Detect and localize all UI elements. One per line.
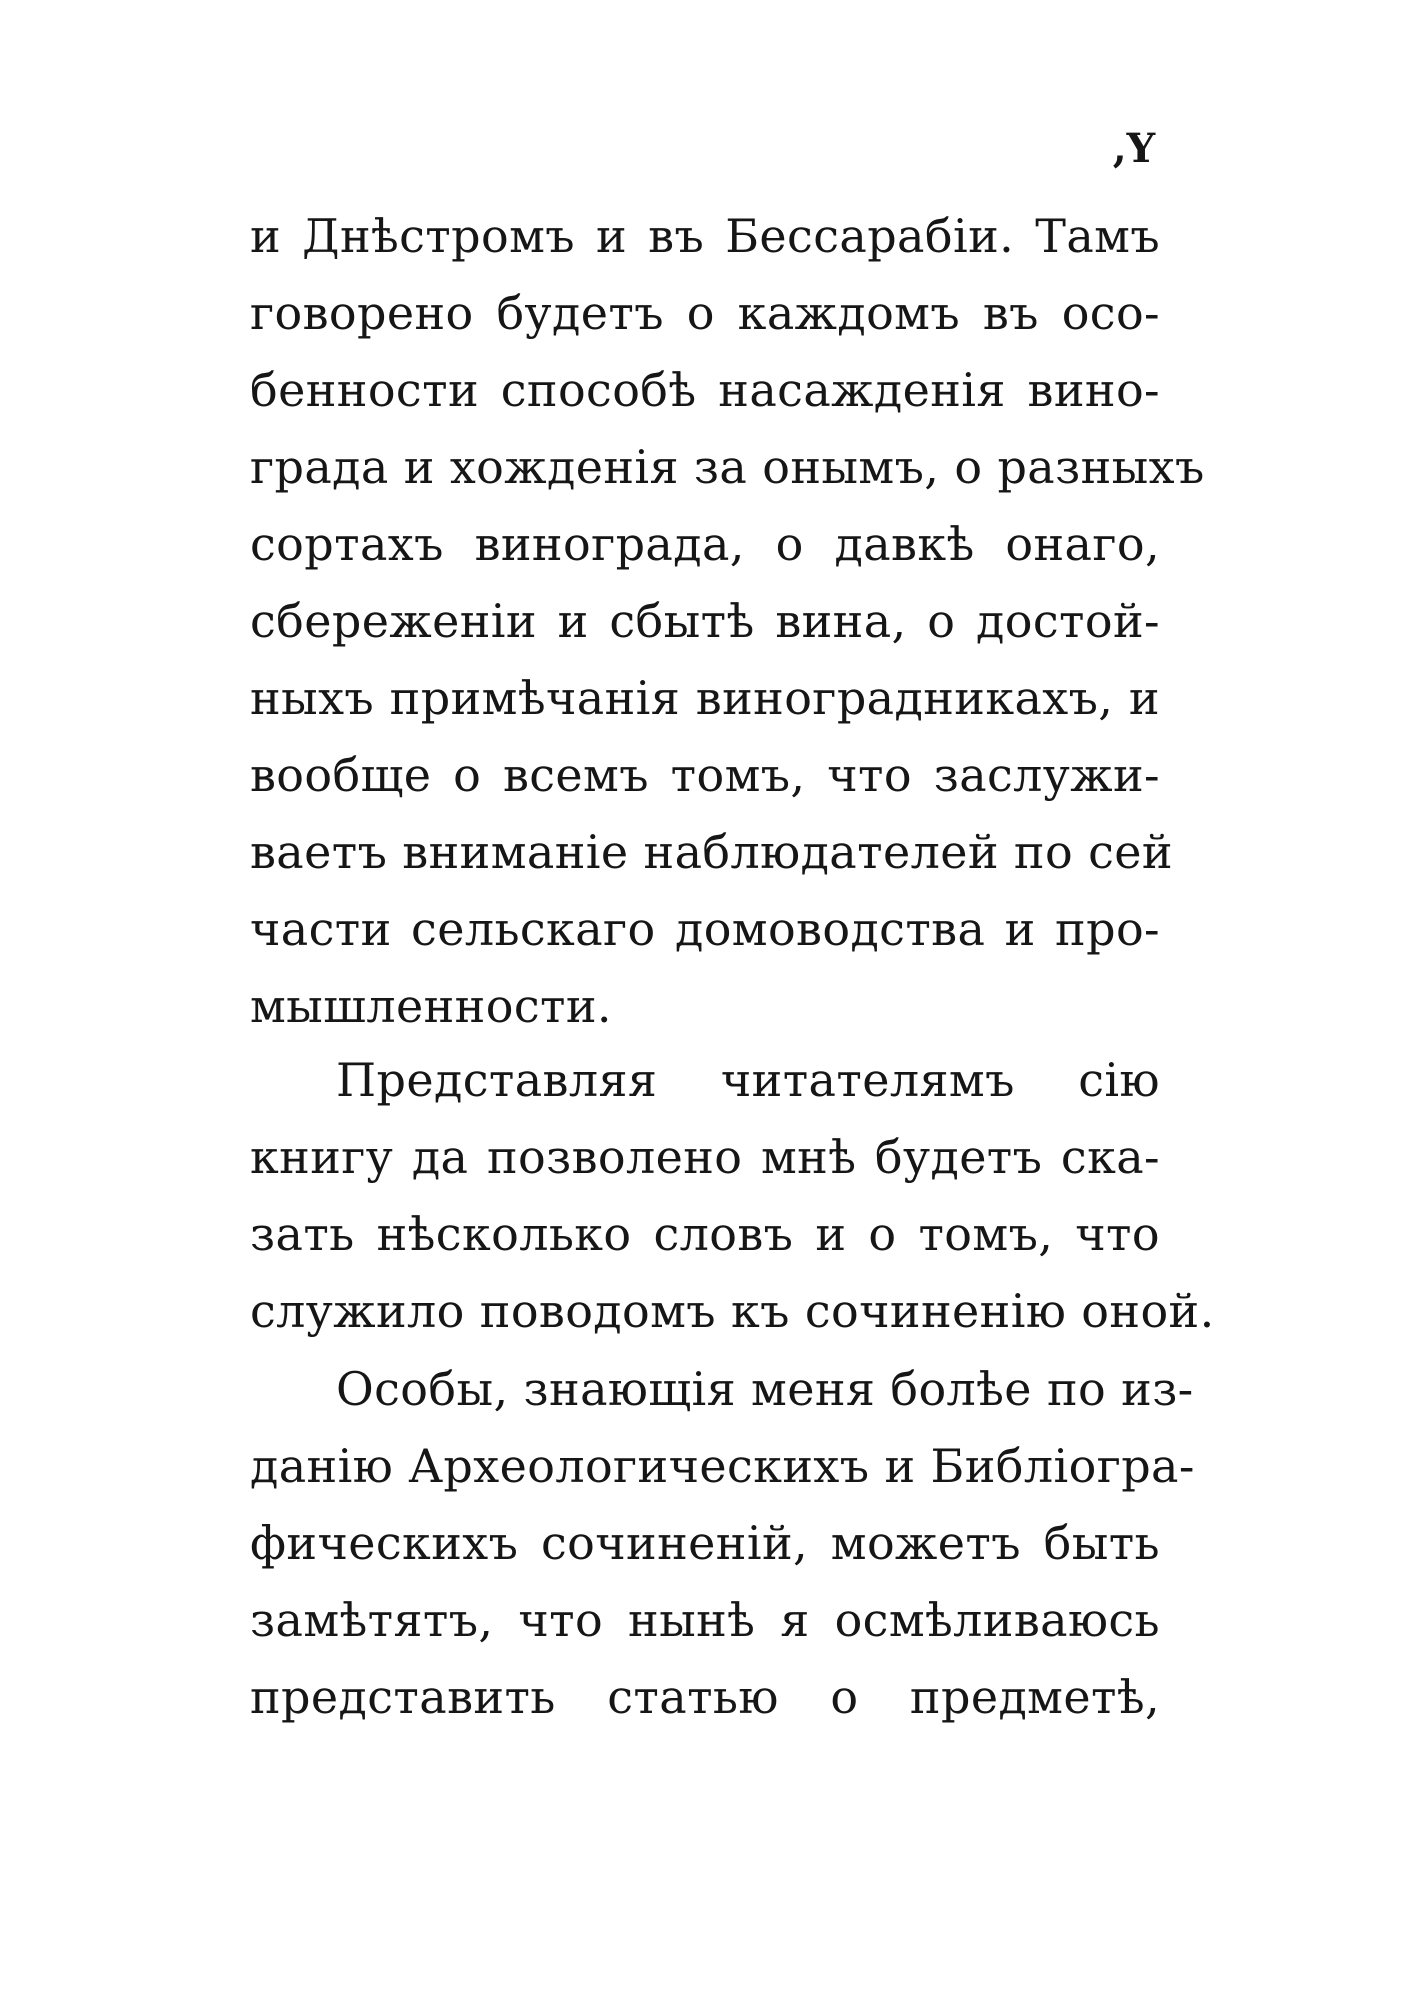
text-line: сбереженіи и сбытѣ вина, о достой- bbox=[250, 594, 1160, 648]
text-line: представить статью о предметѣ, bbox=[250, 1670, 1160, 1724]
text-line: сортахъ винограда, о давкѣ онаго, bbox=[250, 517, 1160, 571]
text-line: и Днѣстромъ и въ Бессарабіи. Тамъ bbox=[250, 209, 1160, 263]
text-line: данію Археологическихъ и Библіогра- bbox=[250, 1439, 1195, 1493]
text-line: Представляя читателямъ сію bbox=[336, 1053, 1160, 1107]
text-line: града и хожденія за онымъ, о разныхъ bbox=[250, 440, 1205, 494]
text-line: ныхъ примѣчанія виноградникахъ, и bbox=[250, 671, 1160, 725]
text-line: служило поводомъ къ сочиненію оной. bbox=[250, 1284, 1215, 1338]
text-line: зать нѣсколько словъ и о томъ, что bbox=[250, 1207, 1160, 1261]
text-line: вообще о всемъ томъ, что заслужи- bbox=[250, 748, 1160, 802]
paragraph-3 bbox=[250, 1351, 1195, 1736]
page-number: ,Y bbox=[1112, 125, 1156, 172]
text-line: Особы, знающія меня болѣе по из- bbox=[336, 1362, 1194, 1416]
paragraph-2 bbox=[250, 1042, 1215, 1350]
text-line: замѣтятъ, что нынѣ я осмѣливаюсь bbox=[250, 1593, 1160, 1647]
text-line: ваетъ вниманіе наблюдателей по сей bbox=[250, 825, 1173, 879]
text-line: мышленности. bbox=[250, 979, 612, 1033]
text-line: бенности способѣ насажденія вино- bbox=[250, 363, 1160, 417]
paragraph-1 bbox=[250, 198, 1205, 1045]
text-line: части сельскаго домоводства и про- bbox=[250, 902, 1160, 956]
text-line: книгу да позволено мнѣ будетъ ска- bbox=[250, 1130, 1160, 1184]
text-line: говорено будетъ о каждомъ въ осо- bbox=[250, 286, 1160, 340]
text-line: фическихъ сочиненій, можетъ быть bbox=[250, 1516, 1160, 1570]
